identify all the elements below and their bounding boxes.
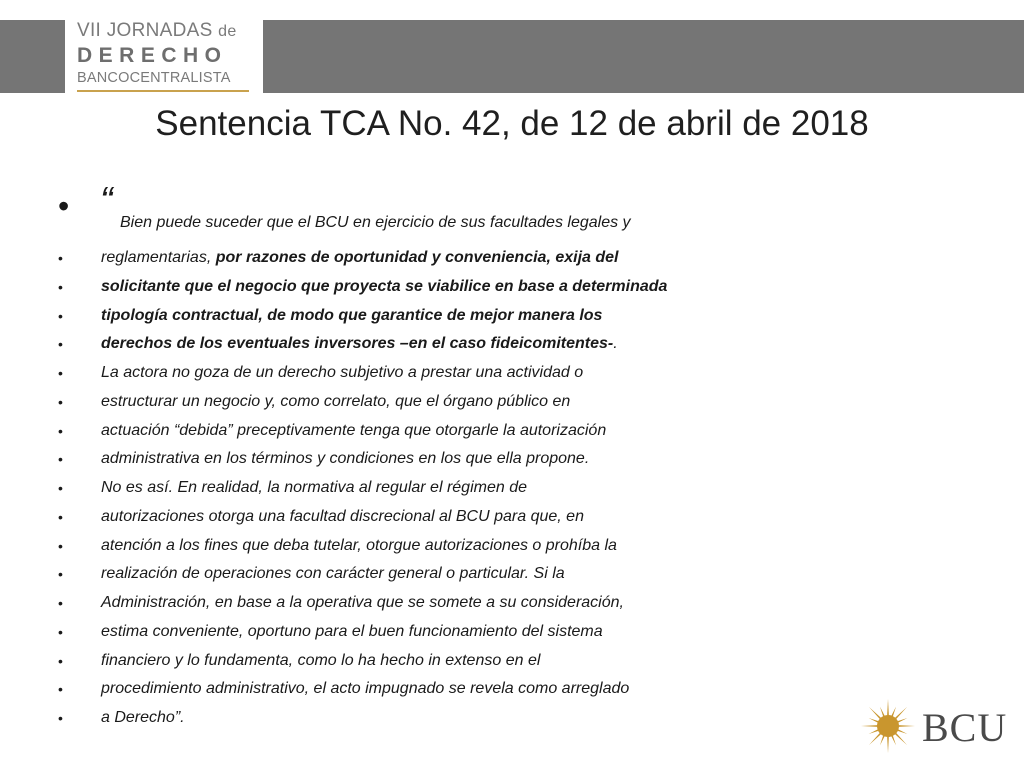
- text-run: estructurar un negocio y, como correlato, que el órgano público en: [101, 392, 571, 410]
- bullet: •: [58, 393, 63, 410]
- text-run: a Derecho”.: [101, 709, 185, 726]
- text-run: autorizaciones otorga una facultad discrecional al BCU para que, en: [101, 507, 584, 525]
- list-item-text: [101, 305, 602, 327]
- text-run: Administración, en base a la operativa que se somete a su consideración,: [101, 594, 624, 611]
- sun-ray: [894, 707, 907, 720]
- sun-ray: [897, 729, 908, 734]
- text-run: .: [613, 335, 618, 353]
- list-item-text: [101, 247, 618, 269]
- bullet: •: [58, 480, 63, 496]
- sun-ray: [869, 729, 880, 734]
- logo-line1: VII JORNADAS de: [77, 20, 237, 41]
- sun-emblem-icon: [860, 698, 916, 754]
- list-item-text: [101, 535, 617, 557]
- list-item-text: [101, 621, 603, 643]
- bullet: •: [58, 451, 63, 468]
- text-run: solicitante que el negocio que proyecta se viabilice en base a determinada: [101, 277, 668, 295]
- text-run: realización de operaciones con carácter general o particular. Si la: [101, 565, 565, 583]
- sun-ray: [869, 732, 882, 745]
- sun-face: [877, 715, 899, 737]
- list-item-text: [101, 333, 618, 355]
- bullet: •: [58, 566, 63, 583]
- sun-ray: [894, 732, 907, 745]
- list-item-text: [101, 707, 185, 729]
- text-run: actuación “debida” preceptivamente tenga que otorgarle la autorización: [101, 421, 607, 439]
- sun-ray: [891, 707, 896, 718]
- bullet: •: [58, 595, 63, 611]
- bullet: •: [58, 188, 70, 224]
- quote-text: Bien puede suceder que el BCU en ejercicio de sus facultades legales y: [120, 214, 631, 231]
- text-run: La actora no goza de un derecho subjetivo a prestar una actividad o: [101, 364, 584, 381]
- text-run: financiero y lo fundamenta, como lo ha hecho in extenso en el: [101, 651, 541, 669]
- event-logo: [65, 14, 263, 95]
- bullet: •: [58, 537, 63, 554]
- logo-rule: [77, 90, 249, 92]
- list-item-text: [101, 362, 583, 384]
- logo-line2: DERECHO: [77, 44, 228, 67]
- text-run: No es así. En realidad, la normativa al regular el régimen de: [101, 479, 527, 496]
- bullet: •: [58, 307, 63, 324]
- sun-ray: [887, 699, 889, 716]
- list-item-text: [101, 592, 624, 614]
- sun-ray: [869, 707, 882, 720]
- text-run: atención a los fines que deba tutelar, otorgue autorizaciones o prohíba la: [101, 536, 617, 554]
- bullet: •: [58, 623, 63, 640]
- text-run: tipología contractual, de modo que garantice de mejor manera los: [101, 306, 603, 324]
- text-run: procedimiento administrativo, el acto impugnado se revela como arreglado: [101, 680, 630, 698]
- sun-ray: [861, 725, 878, 727]
- text-run: reglamentarias,: [101, 249, 216, 266]
- bullet: •: [58, 336, 63, 353]
- slide-title: Sentencia TCA No. 42, de 12 de abril de 2018: [155, 104, 869, 143]
- bullet: •: [58, 710, 63, 726]
- sun-ray: [869, 718, 880, 723]
- sun-ray: [880, 707, 885, 718]
- list-item-text: [101, 448, 589, 470]
- sun-ray: [898, 725, 915, 727]
- bcu-logo: [860, 698, 1010, 756]
- list-item-text: [101, 420, 606, 442]
- list-item-text: [101, 678, 629, 700]
- list-item-text: [101, 650, 540, 672]
- list-item-text: [101, 563, 565, 585]
- open-quote: “: [100, 180, 113, 222]
- bullet: •: [58, 250, 63, 266]
- bullet: •: [58, 278, 63, 295]
- bullet: •: [58, 652, 63, 669]
- list-item-text: [101, 276, 667, 298]
- text-run: por razones de oportunidad y conveniencia, exija del: [215, 249, 619, 266]
- list-item-text: [101, 506, 584, 528]
- text-run: estima conveniente, oportuno para el buen funcionamiento del sistema: [101, 622, 603, 640]
- list-item-text: [101, 477, 527, 499]
- sun-ray: [887, 736, 889, 753]
- list-item-text: [101, 391, 570, 413]
- sun-ray: [897, 718, 908, 723]
- logo-line3: BANCOCENTRALISTA: [77, 70, 231, 86]
- sun-ray: [880, 735, 885, 746]
- bullet: •: [58, 422, 63, 439]
- bullet: •: [58, 681, 63, 698]
- bullet: •: [58, 365, 63, 381]
- bcu-logo-text: BCU: [922, 705, 1008, 750]
- text-run: derechos de los eventuales inversores –en el caso fideicomitentes-: [101, 335, 614, 353]
- bullet: •: [58, 508, 63, 525]
- sun-ray: [891, 735, 896, 746]
- text-run: administrativa en los términos y condiciones en los que ella propone.: [101, 450, 590, 468]
